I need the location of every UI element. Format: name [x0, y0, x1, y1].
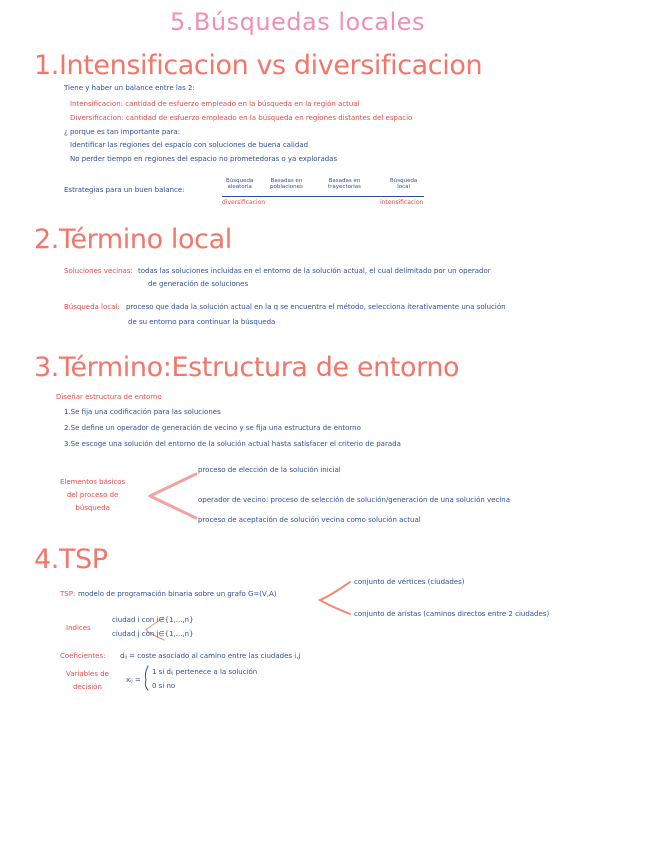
section-1-title: Intensificacion vs diversificacion	[58, 50, 483, 81]
elements-label: Elementos básicos del proceso de búsqueda	[60, 478, 126, 512]
strategy-label: Estrategias para un buen balance:	[64, 186, 185, 194]
section-1-number: 1.	[34, 50, 59, 81]
vars-lhs: xᵢⱼ =	[126, 676, 141, 684]
def-text-1b: de su entorno para continuar la búsqueda	[128, 318, 276, 326]
section-3-number: 3.	[34, 352, 59, 383]
s3-step-0: 1.Se fija una codificación para las soluciones	[64, 408, 221, 416]
tsp-definition: modelo de programación binaria sobre un grafo G=(V,A)	[78, 590, 277, 598]
def-term-0: Soluciones vecinas:	[64, 267, 133, 275]
coef-text: dᵢⱼ = coste asociado al camino entre las ciudades i,j	[120, 652, 301, 660]
index-j: ciudad j con j∈{1,...,n}	[112, 630, 194, 638]
strategy-item-3: Búsqueda local	[390, 178, 418, 190]
def-term-1: Búsqueda local:	[64, 303, 120, 311]
strategy-right-label: intensificacion	[380, 199, 424, 206]
s3-sub: Diseñar estructura de entorno	[56, 393, 162, 401]
s3-step-1: 2.Se define un operador de generación de vecino y se fija una estructura de entorno	[64, 424, 361, 432]
page-title: 5.Búsquedas locales	[170, 8, 426, 36]
coef-label: Coeficientes:	[60, 652, 106, 660]
s3-step-2: 3.Se escoge una solución del entorno de la solución actual hasta satisfacer el criterio de parada	[64, 440, 401, 448]
vars-label: Variables de decisión	[66, 670, 109, 691]
element-0: proceso de elección de la solución inicial	[198, 466, 341, 474]
s1-line-4: Identificar las regiones del espacio con soluciones de buena calidad	[70, 141, 309, 149]
var-1: 1 si dᵢⱼ pertenece a la solución	[152, 668, 258, 676]
section-3-title: Término:Estructura de entorno	[58, 352, 460, 383]
strategy-left-label: diversificacion	[222, 199, 266, 206]
def-text-0a: todas las soluciones incluidas en el entorno de la solución actual, el cual delimitado por un operador	[138, 267, 491, 275]
tsp-prefix: TSP:	[60, 590, 76, 598]
s1-line-5: No perder tiempo en regiones del espacio no prometedoras o ya exploradas	[70, 155, 338, 163]
s1-line-1: Intensificacion: cantidad de esfuerzo empleado en la búsqueda en la región actual	[70, 100, 360, 108]
strategy-item-2: Basadas en trayectorias	[328, 178, 361, 190]
section-2-number: 2.	[34, 224, 59, 255]
s1-line-3: ¿ porque es tan importante para:	[64, 128, 181, 136]
strategy-item-0: Búsqueda aleatoria	[226, 178, 254, 190]
def-text-0b: de generación de soluciones	[148, 280, 249, 288]
indices-label: Indices	[66, 624, 91, 632]
strategy-item-1: Basadas en poblaciones	[270, 178, 303, 190]
var-0: 0 si no	[152, 682, 176, 690]
element-1: operador de vecino: proceso de selección de solución/generación de una solución vecina	[198, 496, 511, 504]
s1-line-2: Diversificacion: cantidad de esfuerzo empleado en la búsqueda en regiones distantes del espacio	[70, 114, 413, 122]
def-text-1a: proceso que dada la solución actual en la q se encuentra el método, selecciona iterativamente una solución	[126, 303, 506, 311]
index-i: ciudad i con i∈{1,...,n}	[112, 616, 194, 624]
section-2-title: Término local	[58, 224, 232, 255]
section-4-title: TSP	[58, 544, 108, 575]
tsp-branch-vertices: conjunto de vértices (ciudades)	[354, 578, 465, 586]
section-4-number: 4.	[34, 544, 59, 575]
s1-line-0: Tiene y haber un balance entre las 2:	[64, 84, 195, 92]
tsp-branch-edges: conjunto de aristas (caminos directos entre 2 ciudades)	[354, 610, 550, 618]
element-2: proceso de aceptación de solución vecina como solución actual	[198, 516, 421, 524]
